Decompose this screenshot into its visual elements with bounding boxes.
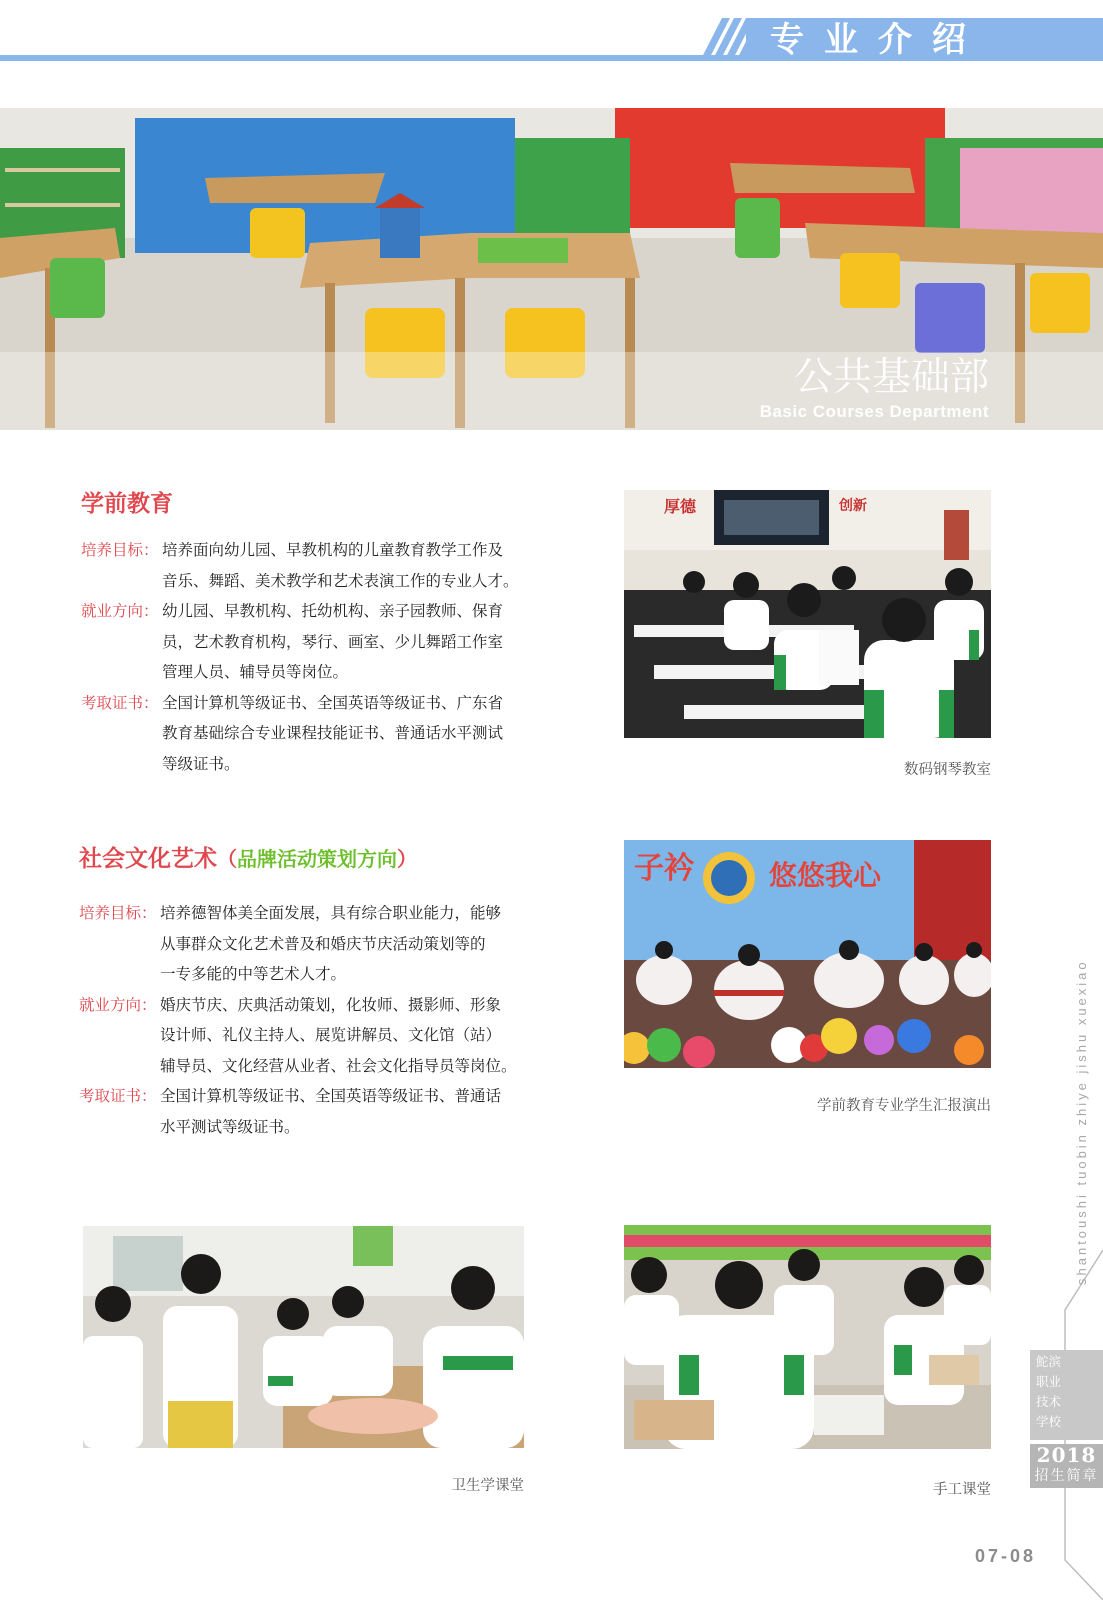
caption-hygiene-class: 卫生学课堂 — [451, 1478, 524, 1494]
page-title: 专业介绍 — [770, 20, 986, 60]
section-title-main: 社会文化艺术 — [79, 846, 217, 872]
social-goal — [79, 898, 549, 990]
paren-open: （ — [217, 847, 237, 871]
text-line: 一专多能的中等艺术人才。 — [160, 965, 347, 983]
paren-close: ） — [397, 847, 417, 871]
certificates-label: 考取证书： — [79, 1087, 157, 1105]
text-line: 水平测试等级证书。 — [160, 1117, 300, 1136]
department-title-en: Basic Courses Department — [759, 402, 989, 421]
banner-text-zijin: 子衿 — [634, 851, 694, 886]
text-line: 幼儿园、早教机构、托幼机构、亲子园教师、保育 — [162, 602, 504, 620]
section-subtitle: 品牌活动策划方向 — [237, 847, 397, 871]
text-line: 从事群众文化艺术普及和婚庆节庆活动策划等的 — [160, 934, 486, 953]
banner-text-youyouwoxin: 悠悠我心 — [769, 859, 882, 892]
text-line: 培养面向幼儿园、早教机构的儿童教育教学工作及 — [162, 541, 504, 559]
department-title-cn: 公共基础部 — [793, 355, 989, 400]
social-employment — [79, 990, 549, 1082]
school-char: 鮀滨 — [1036, 1354, 1062, 1369]
text-line: 辅导员、文化经营从业者、社会文化指导员等岗位。 — [160, 1056, 517, 1075]
caption-handcraft-class: 手工课堂 — [933, 1482, 991, 1498]
preschool-employment — [81, 596, 551, 688]
certificates-label: 考取证书： — [81, 693, 159, 712]
photo-student-performance — [624, 840, 991, 1068]
side-vertical-school-name — [1066, 885, 1096, 1287]
social-culture-details — [79, 898, 549, 1142]
school-char: 职业 — [1036, 1374, 1062, 1389]
caption-piano-room: 数码钢琴教室 — [904, 762, 991, 778]
photo-hygiene-class — [83, 1226, 524, 1448]
text-line: 培养德智体美全面发展，具有综合职业能力，能够 — [160, 904, 502, 922]
section-title-preschool: 学前教育 — [81, 491, 173, 517]
goal-label: 培养目标： — [81, 541, 159, 559]
goal-label: 培养目标： — [79, 904, 157, 922]
employment-label: 就业方向： — [81, 602, 159, 620]
text-line: 婚庆节庆、庆典活动策划，化妆师、摄影师、形象 — [160, 995, 502, 1014]
caption-student-performance: 学前教育专业学生汇报演出 — [817, 1098, 991, 1114]
text-line: 等级证书。 — [162, 754, 240, 773]
text-line: 音乐、舞蹈、美术教学和艺术表演工作的专业人才。 — [162, 571, 519, 590]
photo-handcraft-class — [624, 1225, 991, 1449]
text-line: 设计师、礼仪主持人、展览讲解员、文化馆（站） — [160, 1026, 502, 1044]
text-line: 员，艺术教育机构，琴行、画室、少儿舞蹈工作室 — [162, 632, 504, 651]
preschool-details — [81, 535, 551, 779]
text-line: 管理人员、辅导员等岗位。 — [162, 663, 349, 681]
text-line: 全国计算机等级证书、全国英语等级证书、普通话 — [160, 1087, 502, 1105]
preschool-goal — [81, 535, 551, 596]
sign-chuang-xin: 创新 — [839, 498, 867, 514]
school-char: 学校 — [1036, 1414, 1062, 1429]
text-line: 教育基础综合专业课程技能证书、普通话水平测试 — [162, 724, 504, 742]
school-char: 技术 — [1036, 1394, 1062, 1409]
employment-label: 就业方向： — [79, 995, 157, 1014]
side-school-label — [1036, 1352, 1076, 1432]
year-number: 2018 — [1036, 1443, 1097, 1467]
sign-hou-de: 厚德 — [664, 497, 697, 516]
year-subtitle: 招生简章 — [1034, 1468, 1099, 1484]
section-title-social-culture — [79, 843, 599, 875]
text-line: 全国计算机等级证书、全国英语等级证书、广东省 — [162, 693, 504, 712]
social-certificates — [79, 1081, 549, 1142]
svg-text:shantoushi tuobin zhiye jishu: shantoushi tuobin zhiye jishu xuexiao — [1074, 959, 1089, 1285]
photo-piano-room — [624, 490, 991, 738]
preschool-certificates — [81, 688, 551, 780]
page-number: 07-08 — [975, 1546, 1037, 1566]
